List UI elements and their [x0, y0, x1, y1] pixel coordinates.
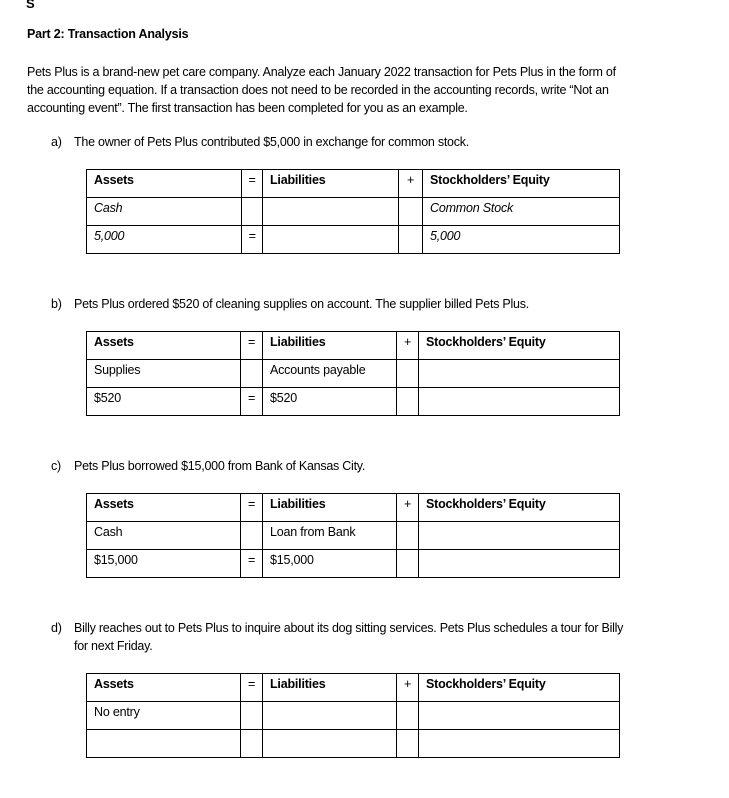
cell-equity[interactable]: Common Stock	[423, 198, 620, 226]
header-equity: Stockholders’ Equity	[419, 674, 620, 702]
cell-plus[interactable]	[399, 226, 423, 254]
header-liabilities: Liabilities	[263, 674, 397, 702]
table-row	[87, 226, 620, 254]
table-row	[87, 730, 620, 758]
cell-plus[interactable]	[397, 730, 419, 758]
header-equity: Stockholders’ Equity	[419, 332, 620, 360]
transaction-text: The owner of Pets Plus contributed $5,000 in exchange for common stock.	[74, 135, 469, 149]
transaction-label: d)	[51, 621, 62, 635]
cell-liabilities[interactable]: $520	[263, 388, 397, 416]
equation-table-c	[86, 493, 620, 578]
cell-assets[interactable]	[87, 730, 241, 758]
header-equity: Stockholders’ Equity	[419, 494, 620, 522]
table-header-row	[87, 170, 620, 198]
cell-liabilities[interactable]	[263, 198, 399, 226]
cell-equity[interactable]	[419, 522, 620, 550]
transaction-c-prompt	[51, 457, 711, 475]
table-row	[87, 360, 620, 388]
table-row	[87, 388, 620, 416]
header-assets: Assets	[87, 170, 242, 198]
cell-assets[interactable]: Supplies	[87, 360, 241, 388]
table-header-row	[87, 494, 620, 522]
header-plus-sign: +	[399, 170, 423, 198]
table-row	[87, 198, 620, 226]
header-equals-sign: =	[241, 332, 263, 360]
cell-equals[interactable]	[242, 198, 263, 226]
cell-liabilities[interactable]: Loan from Bank	[263, 522, 397, 550]
cell-plus[interactable]	[397, 388, 419, 416]
cell-assets[interactable]: Cash	[87, 522, 241, 550]
intro-paragraph	[27, 63, 707, 117]
cell-plus[interactable]	[397, 360, 419, 388]
transaction-label: c)	[51, 459, 61, 473]
transaction-text: Pets Plus borrowed $15,000 from Bank of Kansas City.	[74, 459, 366, 473]
cell-plus[interactable]	[397, 702, 419, 730]
cell-liabilities[interactable]: $15,000	[263, 550, 397, 578]
cell-equals[interactable]	[241, 522, 263, 550]
cell-equals[interactable]: =	[242, 226, 263, 254]
cell-plus[interactable]	[397, 550, 419, 578]
transaction-text: Pets Plus ordered $520 of cleaning supplies on account. The supplier billed Pets Plus.	[74, 297, 529, 311]
header-plus-sign: +	[397, 494, 419, 522]
intro-line: Pets Plus is a brand-new pet care company. Analyze each January 2022 transaction for Pets Plus in the form of	[27, 65, 616, 79]
table-row	[87, 550, 620, 578]
cell-plus[interactable]	[397, 522, 419, 550]
transaction-label: b)	[51, 297, 62, 311]
cell-equity[interactable]	[419, 388, 620, 416]
cell-liabilities[interactable]	[263, 702, 397, 730]
cell-equity[interactable]	[419, 730, 620, 758]
transaction-text: for next Friday.	[74, 639, 153, 653]
cell-equals[interactable]: =	[241, 388, 263, 416]
cell-assets[interactable]: $15,000	[87, 550, 241, 578]
cell-equity[interactable]: 5,000	[423, 226, 620, 254]
cell-assets[interactable]: No entry	[87, 702, 241, 730]
table-row	[87, 522, 620, 550]
transaction-a-prompt	[51, 133, 711, 151]
header-plus-sign: +	[397, 674, 419, 702]
table-header-row	[87, 674, 620, 702]
equation-table-b	[86, 331, 620, 416]
header-equals-sign: =	[241, 494, 263, 522]
header-equals-sign: =	[242, 170, 263, 198]
cell-equity[interactable]	[419, 702, 620, 730]
cell-equals[interactable]	[241, 360, 263, 388]
cell-assets[interactable]: Cash	[87, 198, 242, 226]
cell-liabilities[interactable]	[263, 226, 399, 254]
cell-equals[interactable]	[241, 730, 263, 758]
cell-equity[interactable]	[419, 550, 620, 578]
cell-liabilities[interactable]	[263, 730, 397, 758]
section-heading: Part 2: Transaction Analysis	[27, 27, 189, 41]
table-header-row	[87, 332, 620, 360]
cropped-previous-line-char: S	[26, 0, 35, 11]
header-liabilities: Liabilities	[263, 332, 397, 360]
header-assets: Assets	[87, 494, 241, 522]
cell-assets[interactable]: $520	[87, 388, 241, 416]
header-assets: Assets	[87, 332, 241, 360]
equation-table-a	[86, 169, 620, 254]
cell-plus[interactable]	[399, 198, 423, 226]
table-row	[87, 702, 620, 730]
intro-line: accounting event”. The first transaction has been completed for you as an example.	[27, 101, 468, 115]
cell-assets[interactable]: 5,000	[87, 226, 242, 254]
header-liabilities: Liabilities	[263, 494, 397, 522]
transaction-b-prompt	[51, 295, 711, 313]
transaction-label: a)	[51, 135, 62, 149]
header-equals-sign: =	[241, 674, 263, 702]
header-liabilities: Liabilities	[263, 170, 399, 198]
cell-equals[interactable]	[241, 702, 263, 730]
cell-equals[interactable]: =	[241, 550, 263, 578]
transaction-text: Billy reaches out to Pets Plus to inquire about its dog sitting services. Pets Plus schedules a tour for Billy	[74, 621, 624, 635]
header-plus-sign: +	[397, 332, 419, 360]
equation-table-d	[86, 673, 620, 758]
transaction-d-prompt	[51, 619, 721, 655]
header-assets: Assets	[87, 674, 241, 702]
header-equity: Stockholders’ Equity	[423, 170, 620, 198]
cell-liabilities[interactable]: Accounts payable	[263, 360, 397, 388]
cell-equity[interactable]	[419, 360, 620, 388]
intro-line: the accounting equation. If a transaction does not need to be recorded in the accounting records, write “Not an	[27, 83, 609, 97]
